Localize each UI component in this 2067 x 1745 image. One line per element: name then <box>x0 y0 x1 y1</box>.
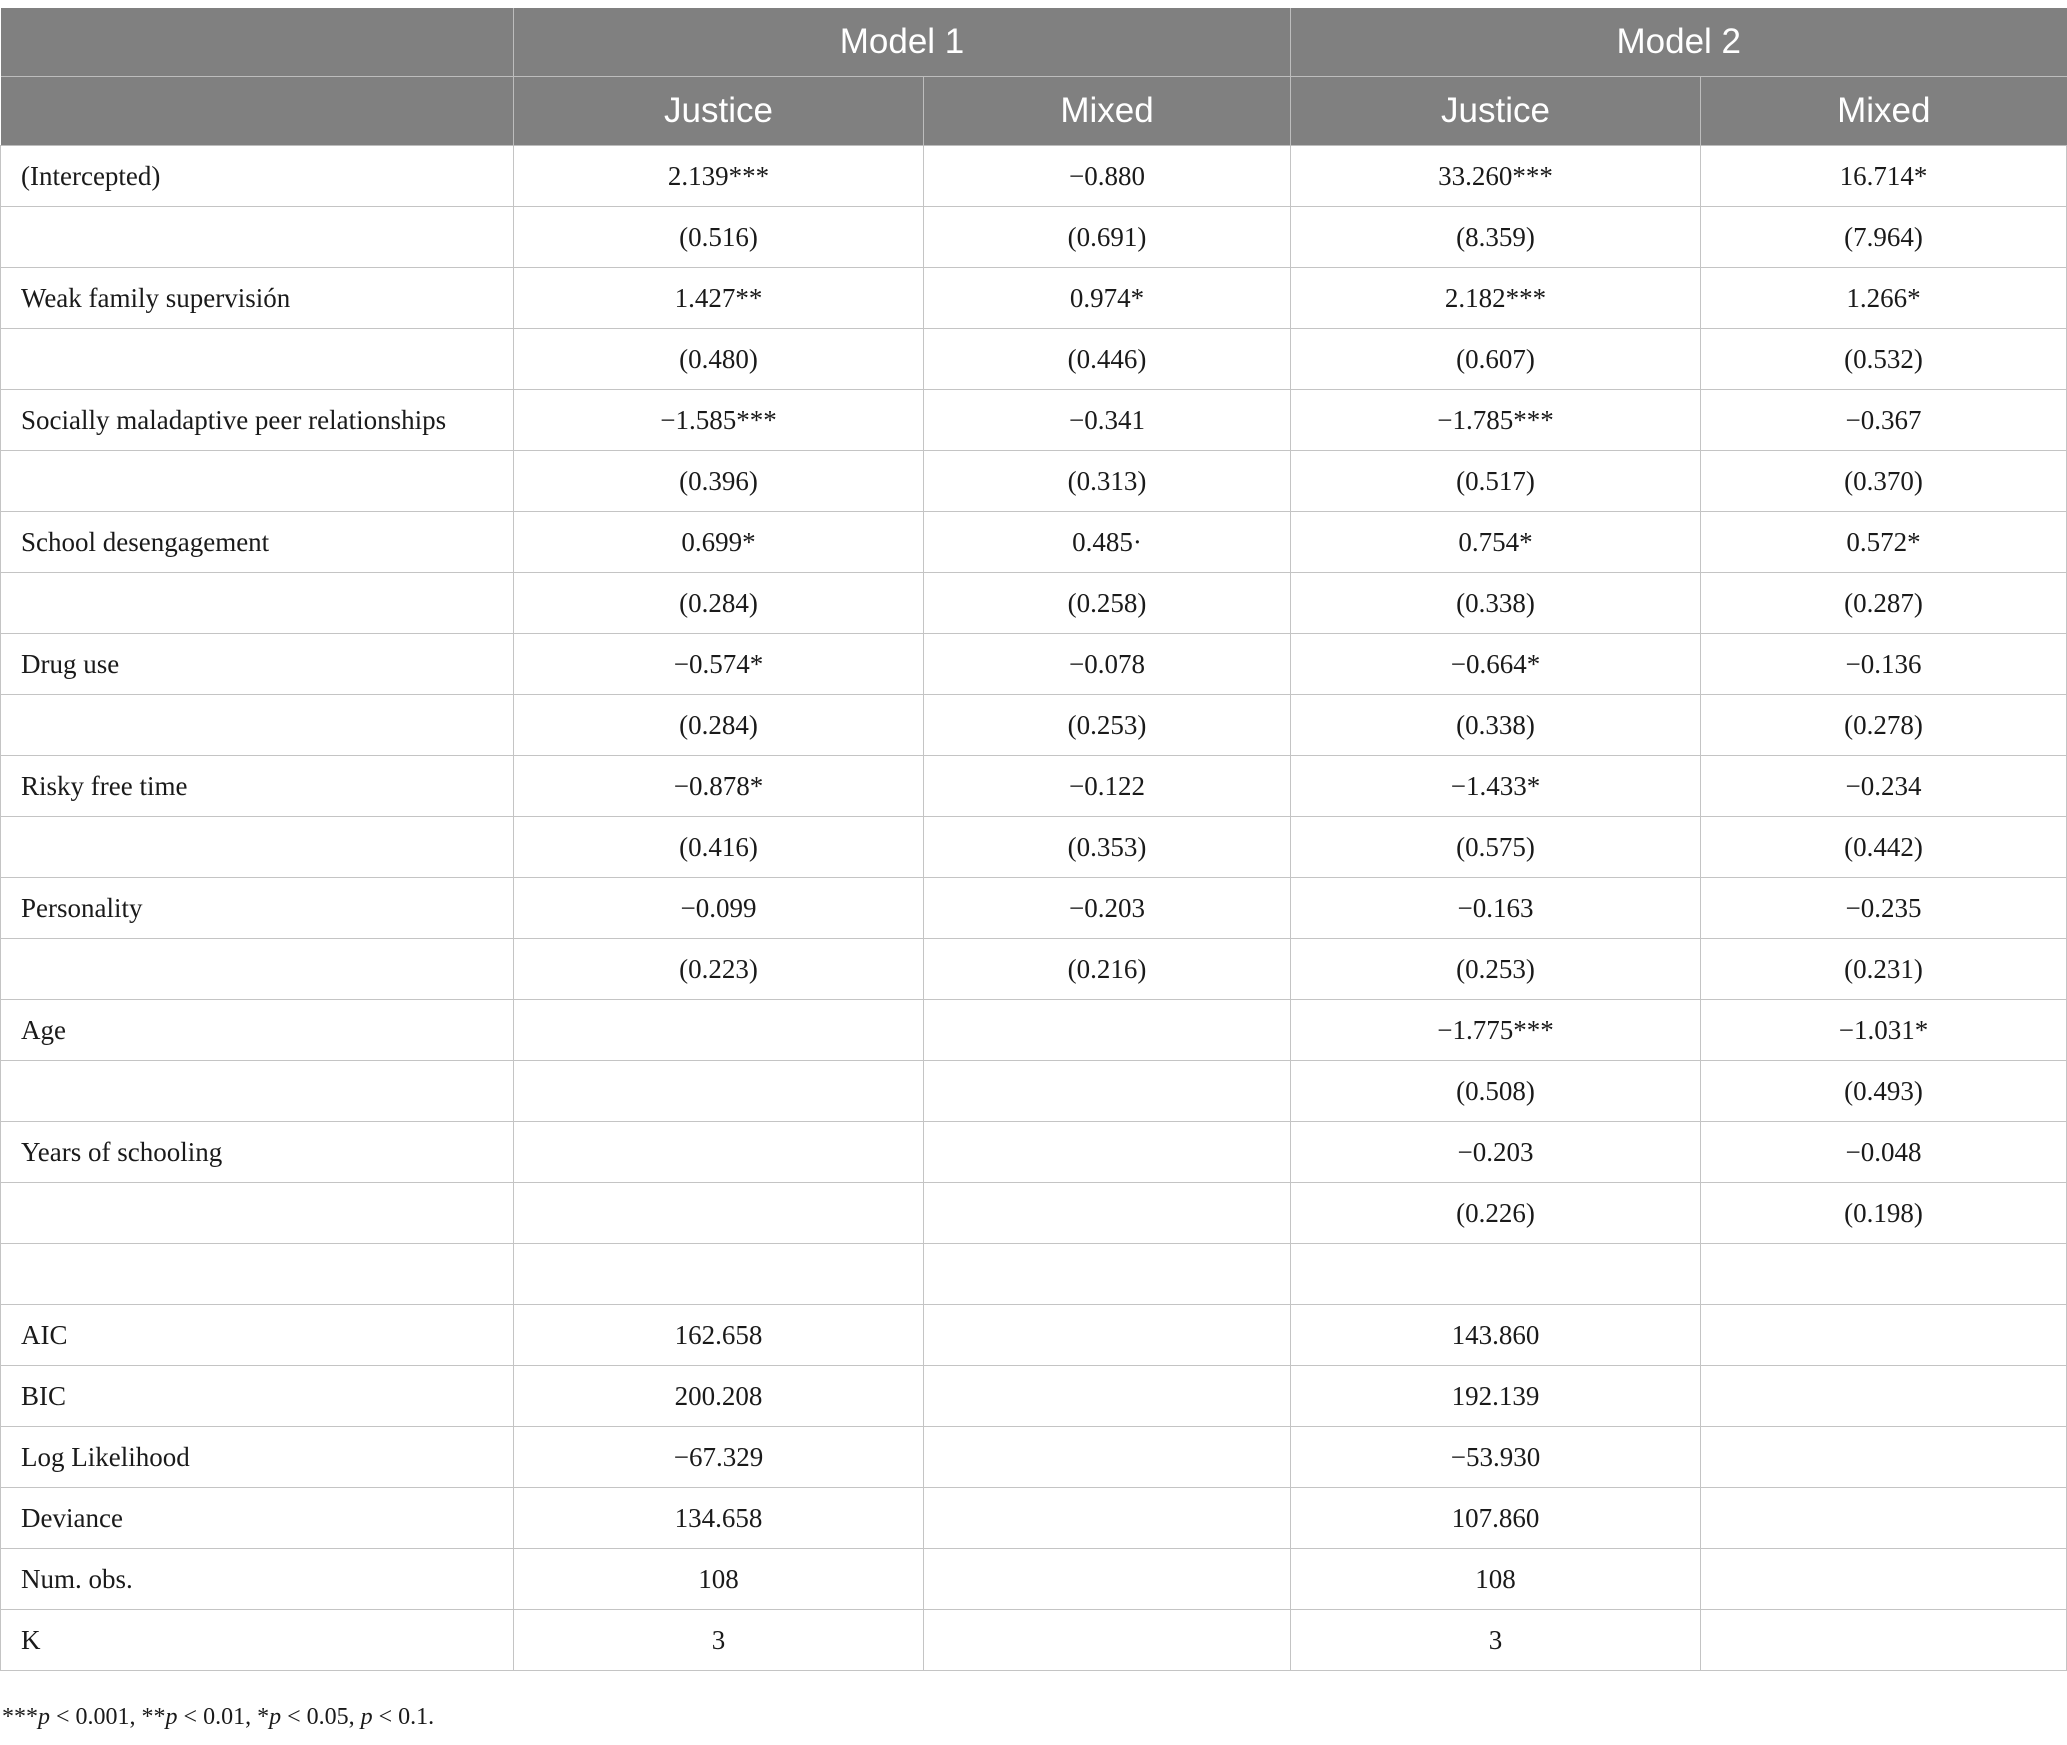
cell-model2-justice: 192.139 <box>1291 1366 1701 1427</box>
cell-row-label <box>1 695 514 756</box>
cell-model1-justice: (0.416) <box>514 817 924 878</box>
table-row <box>1 1305 2067 1366</box>
footnote-stars-2: ** <box>141 1704 166 1730</box>
cell-model1-justice: 2.139*** <box>514 146 924 207</box>
table-row <box>1 329 2067 390</box>
cell-model2-justice: −1.433* <box>1291 756 1701 817</box>
cell-row-label: Num. obs. <box>1 1549 514 1610</box>
cell-row-label <box>1 573 514 634</box>
cell-model2-justice: 2.182*** <box>1291 268 1701 329</box>
table-row <box>1 1366 2067 1427</box>
cell-model2-mixed: (0.442) <box>1701 817 2067 878</box>
cell-model2-justice: −0.163 <box>1291 878 1701 939</box>
cell-row-label <box>1 207 514 268</box>
cell-model1-mixed: −0.122 <box>924 756 1291 817</box>
cell-model1-justice: −1.585*** <box>514 390 924 451</box>
cell-row-label: Drug use <box>1 634 514 695</box>
cell-model1-justice: (0.396) <box>514 451 924 512</box>
table-body <box>1 146 2067 1671</box>
cell-row-label <box>1 1061 514 1122</box>
cell-row-label: K <box>1 1610 514 1671</box>
table-row <box>1 1549 2067 1610</box>
footnote-text-1: < 0.001, <box>50 1704 142 1730</box>
cell-model2-mixed: (0.370) <box>1701 451 2067 512</box>
cell-row-label <box>1 1244 514 1305</box>
cell-model2-mixed <box>1701 1610 2067 1671</box>
footnote-text-3: < 0.05, <box>281 1704 361 1730</box>
cell-model2-mixed: (0.287) <box>1701 573 2067 634</box>
cell-model1-justice <box>514 1183 924 1244</box>
table-row <box>1 268 2067 329</box>
cell-model2-justice: (0.575) <box>1291 817 1701 878</box>
cell-model2-mixed: 1.266* <box>1701 268 2067 329</box>
table-row <box>1 1183 2067 1244</box>
footnote-p: p <box>165 1704 178 1730</box>
table-row <box>1 1122 2067 1183</box>
cell-model1-justice: 108 <box>514 1549 924 1610</box>
header-model2-mixed: Mixed <box>1701 77 2067 146</box>
table-row <box>1 146 2067 207</box>
cell-row-label: Deviance <box>1 1488 514 1549</box>
cell-model1-mixed: (0.258) <box>924 573 1291 634</box>
footnote-text-2: < 0.01, <box>177 1704 258 1730</box>
cell-model2-justice: 107.860 <box>1291 1488 1701 1549</box>
cell-model1-mixed <box>924 1305 1291 1366</box>
cell-model1-mixed <box>924 1183 1291 1244</box>
table-row <box>1 634 2067 695</box>
regression-table <box>0 8 2067 1671</box>
cell-model2-mixed: −0.234 <box>1701 756 2067 817</box>
cell-model1-mixed <box>924 1366 1291 1427</box>
cell-model2-justice: 0.754* <box>1291 512 1701 573</box>
cell-model1-mixed: −0.880 <box>924 146 1291 207</box>
cell-model2-justice: (0.517) <box>1291 451 1701 512</box>
table-row <box>1 390 2067 451</box>
cell-row-label: AIC <box>1 1305 514 1366</box>
cell-model1-mixed <box>924 1610 1291 1671</box>
cell-model2-mixed: −0.235 <box>1701 878 2067 939</box>
table-row <box>1 695 2067 756</box>
cell-model2-mixed <box>1701 1305 2067 1366</box>
cell-model2-mixed: −0.367 <box>1701 390 2067 451</box>
cell-model2-mixed: (0.231) <box>1701 939 2067 1000</box>
cell-model1-mixed: (0.691) <box>924 207 1291 268</box>
cell-model1-mixed: 0.485· <box>924 512 1291 573</box>
cell-model2-justice: (0.338) <box>1291 573 1701 634</box>
cell-model2-mixed: 0.572* <box>1701 512 2067 573</box>
cell-model2-mixed: (0.493) <box>1701 1061 2067 1122</box>
cell-row-label: Age <box>1 1000 514 1061</box>
cell-model1-justice: (0.284) <box>514 573 924 634</box>
cell-model1-justice <box>514 1122 924 1183</box>
cell-model1-mixed: −0.078 <box>924 634 1291 695</box>
cell-model2-justice: (0.607) <box>1291 329 1701 390</box>
cell-row-label: (Intercepted) <box>1 146 514 207</box>
table-row <box>1 939 2067 1000</box>
header-blank <box>1 77 514 146</box>
cell-row-label <box>1 939 514 1000</box>
cell-model2-mixed: −0.136 <box>1701 634 2067 695</box>
header-model-1: Model 1 <box>514 8 1291 77</box>
cell-row-label <box>1 1183 514 1244</box>
table-row <box>1 1000 2067 1061</box>
cell-model2-mixed: −1.031* <box>1701 1000 2067 1061</box>
cell-model2-justice: −1.785*** <box>1291 390 1701 451</box>
cell-model1-mixed: 0.974* <box>924 268 1291 329</box>
cell-model2-mixed <box>1701 1244 2067 1305</box>
table-row <box>1 573 2067 634</box>
cell-model2-justice: (0.508) <box>1291 1061 1701 1122</box>
cell-model2-mixed: (0.198) <box>1701 1183 2067 1244</box>
cell-model2-mixed: −0.048 <box>1701 1122 2067 1183</box>
cell-model2-justice: (0.338) <box>1291 695 1701 756</box>
regression-table-container <box>0 8 2066 1671</box>
cell-model1-mixed: (0.313) <box>924 451 1291 512</box>
footnote-p: p <box>360 1704 373 1730</box>
cell-model1-mixed <box>924 1244 1291 1305</box>
cell-model1-justice: (0.284) <box>514 695 924 756</box>
table-row <box>1 1427 2067 1488</box>
cell-model2-mixed <box>1701 1549 2067 1610</box>
table-footnote <box>2 1704 434 1731</box>
cell-model2-mixed: (0.532) <box>1701 329 2067 390</box>
cell-row-label: Risky free time <box>1 756 514 817</box>
cell-model1-mixed: −0.341 <box>924 390 1291 451</box>
cell-model2-justice: 108 <box>1291 1549 1701 1610</box>
header-blank <box>1 8 514 77</box>
cell-model2-justice: (0.226) <box>1291 1183 1701 1244</box>
cell-model1-mixed <box>924 1549 1291 1610</box>
footnote-p: p <box>38 1704 50 1730</box>
cell-model1-mixed: (0.353) <box>924 817 1291 878</box>
header-row-columns <box>1 77 2067 146</box>
cell-model1-mixed <box>924 1122 1291 1183</box>
table-row <box>1 1610 2067 1671</box>
cell-model2-mixed: 16.714* <box>1701 146 2067 207</box>
cell-model1-justice: −0.574* <box>514 634 924 695</box>
cell-model1-justice: 162.658 <box>514 1305 924 1366</box>
header-row-models <box>1 8 2067 77</box>
table-row <box>1 1488 2067 1549</box>
table-row <box>1 817 2067 878</box>
cell-model1-mixed: (0.216) <box>924 939 1291 1000</box>
cell-model2-justice: 143.860 <box>1291 1305 1701 1366</box>
cell-model1-justice: 134.658 <box>514 1488 924 1549</box>
cell-model1-justice <box>514 1061 924 1122</box>
cell-row-label: Years of schooling <box>1 1122 514 1183</box>
cell-model1-justice: 200.208 <box>514 1366 924 1427</box>
cell-model1-justice: 0.699* <box>514 512 924 573</box>
cell-model1-mixed: (0.253) <box>924 695 1291 756</box>
cell-model2-mixed: (7.964) <box>1701 207 2067 268</box>
footnote-stars-1: * <box>257 1704 270 1730</box>
cell-model2-mixed <box>1701 1366 2067 1427</box>
footnote-p: p <box>269 1704 282 1730</box>
cell-model2-justice: −1.775*** <box>1291 1000 1701 1061</box>
cell-model1-justice: −0.099 <box>514 878 924 939</box>
cell-model1-justice: −0.878* <box>514 756 924 817</box>
cell-row-label: Log Likelihood <box>1 1427 514 1488</box>
cell-row-label <box>1 817 514 878</box>
cell-model1-justice: (0.516) <box>514 207 924 268</box>
cell-model1-mixed <box>924 1427 1291 1488</box>
cell-row-label <box>1 451 514 512</box>
cell-model2-mixed <box>1701 1488 2067 1549</box>
cell-model1-justice: 1.427** <box>514 268 924 329</box>
cell-model1-justice <box>514 1000 924 1061</box>
cell-model2-justice: 3 <box>1291 1610 1701 1671</box>
table-row <box>1 451 2067 512</box>
cell-model1-justice: (0.480) <box>514 329 924 390</box>
header-model1-justice: Justice <box>514 77 924 146</box>
cell-row-label: School desengagement <box>1 512 514 573</box>
footnote-stars-3: *** <box>2 1704 38 1730</box>
table-row <box>1 512 2067 573</box>
cell-model2-justice: (8.359) <box>1291 207 1701 268</box>
footnote-text-4: < 0.1. <box>372 1704 435 1730</box>
table-row <box>1 1061 2067 1122</box>
cell-model1-mixed <box>924 1061 1291 1122</box>
cell-model2-justice: −0.664* <box>1291 634 1701 695</box>
cell-model1-justice: −67.329 <box>514 1427 924 1488</box>
cell-model1-mixed: −0.203 <box>924 878 1291 939</box>
header-model1-mixed: Mixed <box>924 77 1291 146</box>
header-model2-justice: Justice <box>1291 77 1701 146</box>
cell-model1-mixed: (0.446) <box>924 329 1291 390</box>
cell-model2-mixed <box>1701 1427 2067 1488</box>
cell-row-label: Personality <box>1 878 514 939</box>
header-model-2: Model 2 <box>1291 8 2067 77</box>
cell-row-label: Weak family supervisión <box>1 268 514 329</box>
table-row <box>1 878 2067 939</box>
table-row <box>1 207 2067 268</box>
cell-model1-justice: 3 <box>514 1610 924 1671</box>
cell-model1-justice <box>514 1244 924 1305</box>
cell-model2-justice: −53.930 <box>1291 1427 1701 1488</box>
cell-model2-justice: (0.253) <box>1291 939 1701 1000</box>
table-row <box>1 1244 2067 1305</box>
cell-model1-mixed <box>924 1488 1291 1549</box>
cell-model2-mixed: (0.278) <box>1701 695 2067 756</box>
cell-row-label: Socially maladaptive peer relationships <box>1 390 514 451</box>
cell-model2-justice: 33.260*** <box>1291 146 1701 207</box>
cell-model1-mixed <box>924 1000 1291 1061</box>
cell-row-label <box>1 329 514 390</box>
cell-row-label: BIC <box>1 1366 514 1427</box>
cell-model2-justice: −0.203 <box>1291 1122 1701 1183</box>
cell-model2-justice <box>1291 1244 1701 1305</box>
cell-model1-justice: (0.223) <box>514 939 924 1000</box>
table-row <box>1 756 2067 817</box>
